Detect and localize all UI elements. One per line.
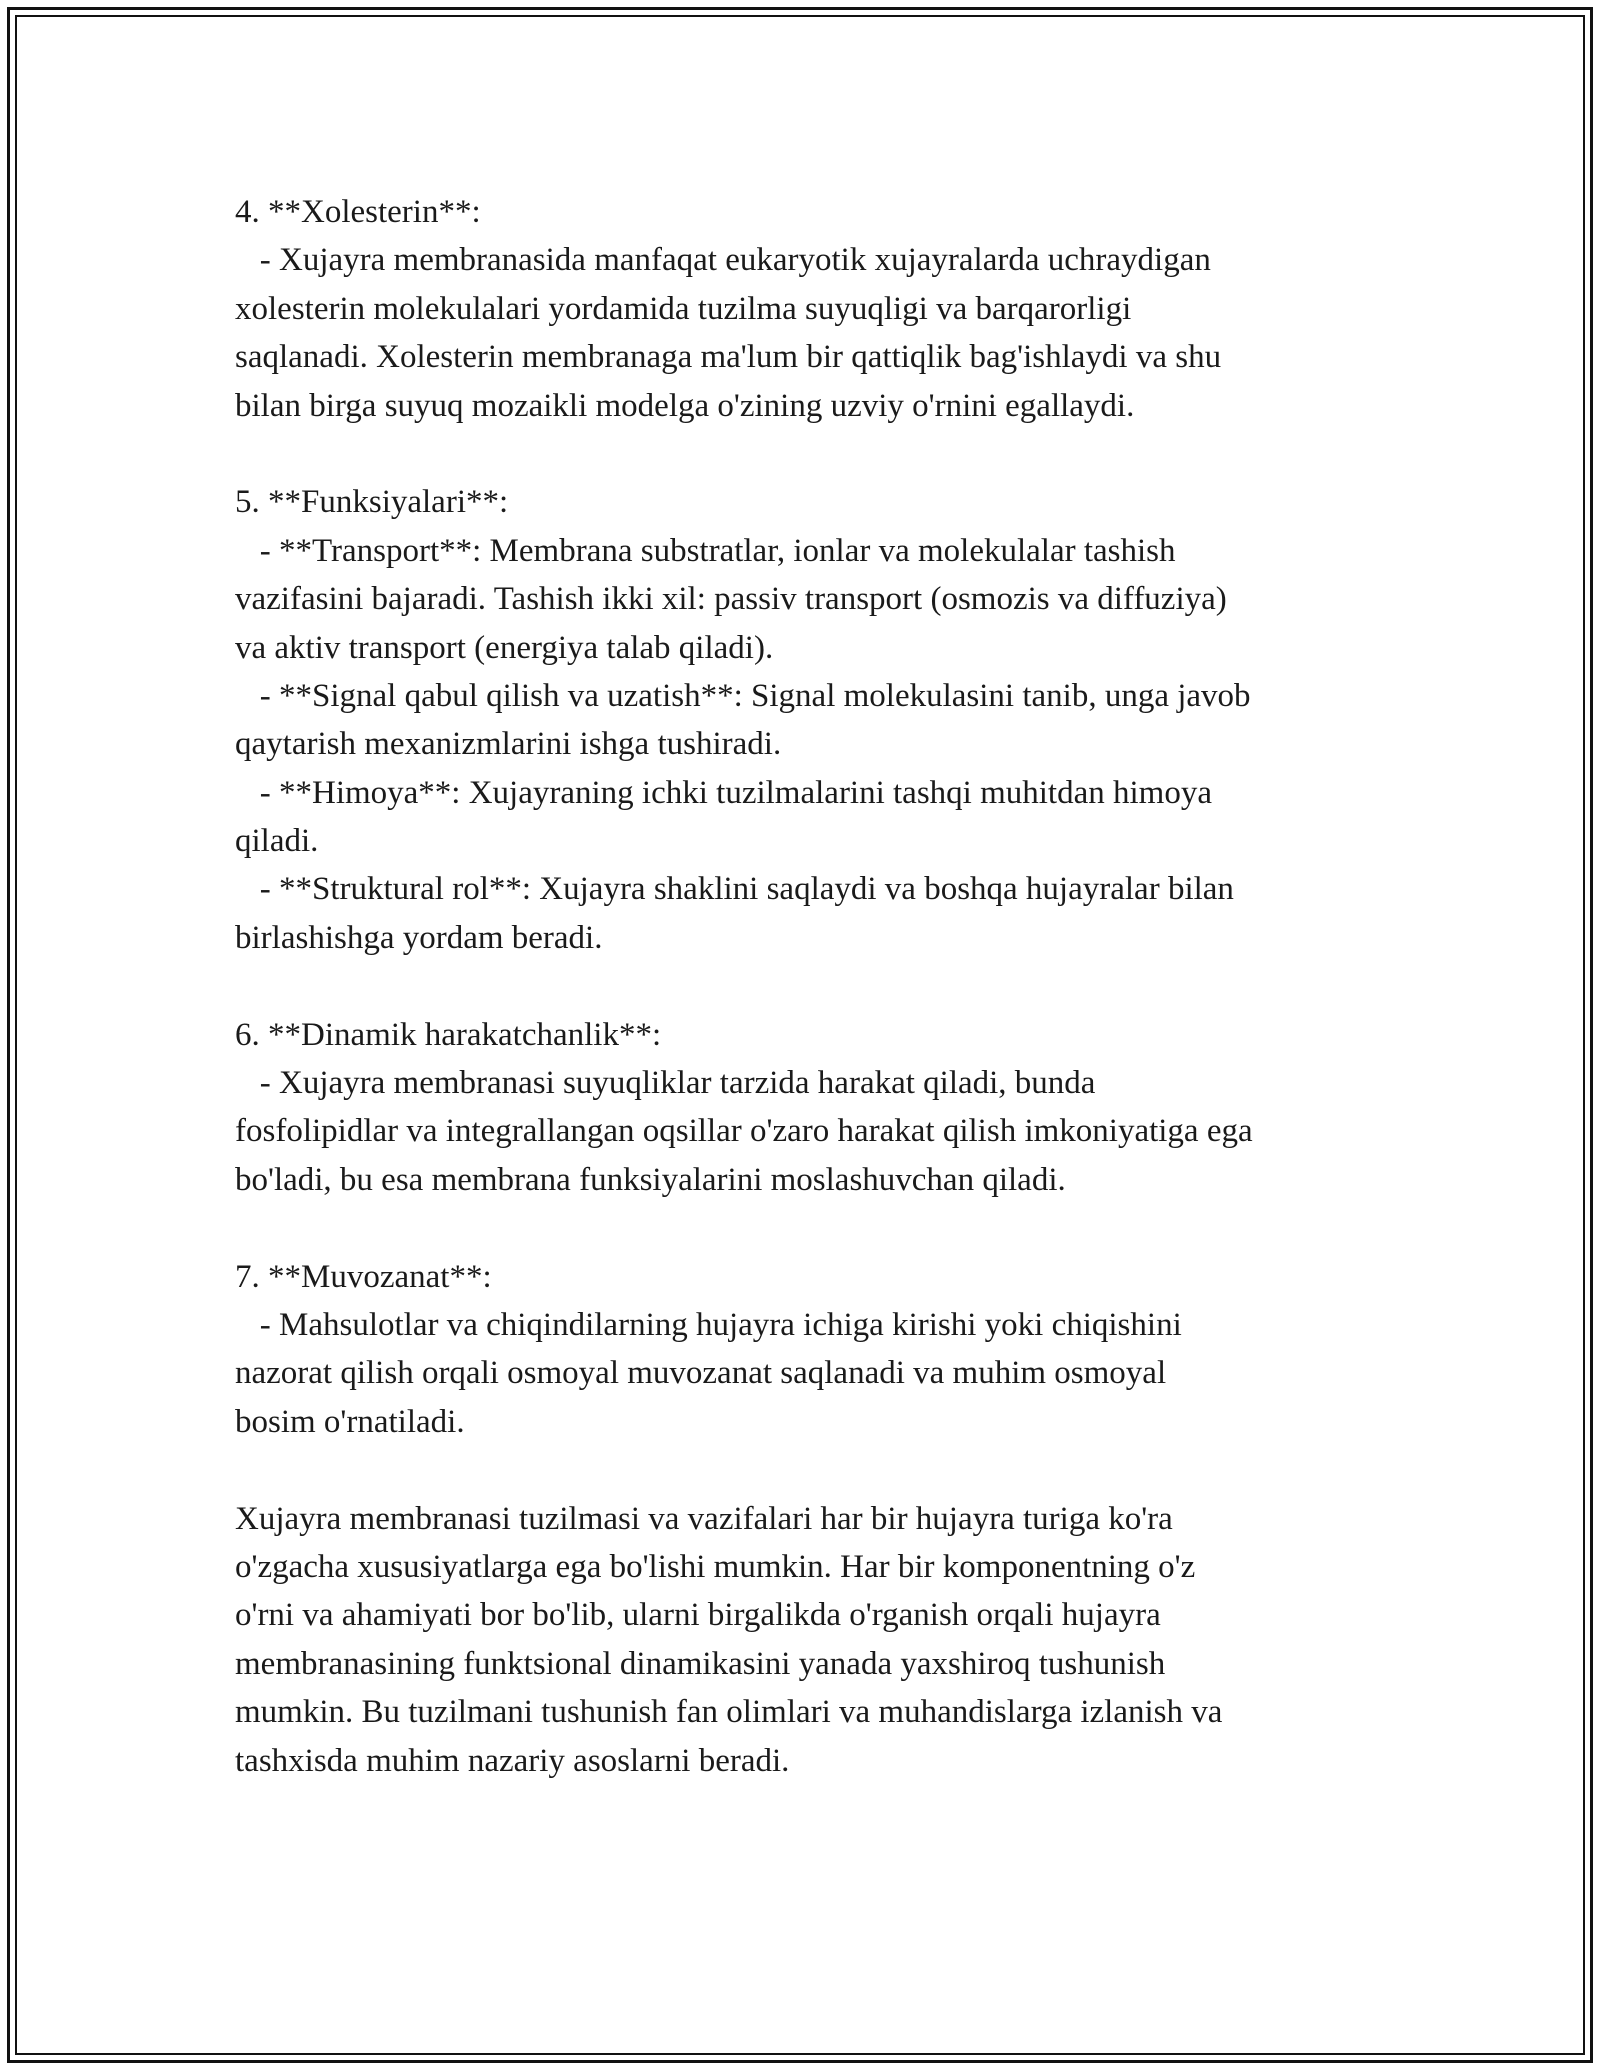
text-line: o'rni va ahamiyati bor bo'lib, ularni birgalikda o'rganish orqali hujayra (235, 1597, 1161, 1634)
blank-line (235, 430, 1435, 478)
blank-line (235, 1204, 1435, 1252)
text-line: - **Transport**: Membrana substratlar, ionlar va molekulalar tashish (235, 532, 1176, 569)
blank-line (235, 1446, 1435, 1494)
text-line: o'zgacha xususiyatlarga ega bo'lishi mumkin. Har bir komponentning o'z (235, 1548, 1196, 1585)
text-line: - Xujayra membranasida manfaqat eukaryotik xujayralarda uchraydigan (235, 242, 1211, 279)
text-line: - **Himoya**: Xujayraning ichki tuzilmalarini tashqi muhitdan himoya (235, 774, 1212, 811)
text-line: xolesterin molekulalari yordamida tuzilma suyuqligi va barqarorligi (235, 290, 1132, 327)
text-line: 7. **Muvozanat**: (235, 1258, 492, 1295)
text-line: qaytarish mexanizmlarini ishga tushiradi. (235, 726, 782, 763)
text-line: mumkin. Bu tuzilmani tushunish fan olimlari va muhandislarga izlanish va (235, 1694, 1223, 1731)
text-line: Xujayra membranasi tuzilmasi va vazifalari har bir hujayra turiga ko'ra (235, 1500, 1173, 1537)
text-line: tashxisda muhim nazariy asoslarni beradi. (235, 1742, 790, 1779)
text-line: - Xujayra membranasi suyuqliklar tarzida harakat qiladi, bunda (235, 1065, 1096, 1102)
text-line: qiladi. (235, 823, 319, 860)
document-body (235, 188, 1435, 1785)
text-line: - **Signal qabul qilish va uzatish**: Signal molekulasini tanib, unga javob (235, 677, 1251, 714)
text-line: 6. **Dinamik harakatchanlik**: (235, 1016, 662, 1053)
text-line: fosfolipidlar va integrallangan oqsillar o'zaro harakat qilish imkoniyatiga ega (235, 1113, 1253, 1150)
text-line: bosim o'rnatiladi. (235, 1403, 465, 1440)
text-line: saqlanadi. Xolesterin membranaga ma'lum bir qattiqlik bag'ishlaydi va shu (235, 339, 1222, 376)
text-line: membranasining funktsional dinamikasini yanada yaxshiroq tushunish (235, 1645, 1166, 1682)
text-line: 5. **Funksiyalari**: (235, 484, 509, 521)
text-line: vazifasini bajaradi. Tashish ikki xil: passiv transport (osmozis va diffuziya) (235, 581, 1227, 618)
text-line: bilan birga suyuq mozaikli modelga o'zining uzviy o'rnini egallaydi. (235, 387, 1135, 424)
text-line: - Mahsulotlar va chiqindilarning hujayra ichiga kirishi yoki chiqishini (235, 1306, 1182, 1343)
text-line: 4. **Xolesterin**: (235, 194, 481, 230)
text-line: nazorat qilish orqali osmoyal muvozanat saqlanadi va muhim osmoyal (235, 1355, 1167, 1392)
text-line: birlashishga yordam beradi. (235, 919, 603, 956)
text-line: bo'ladi, bu esa membrana funksiyalarini moslashuvchan qiladi. (235, 1161, 1066, 1198)
text-line: - **Struktural rol**: Xujayra shaklini saqlaydi va boshqa hujayralar bilan (235, 871, 1234, 908)
blank-line (235, 962, 1435, 1010)
text-line: va aktiv transport (energiya talab qiladi). (235, 629, 774, 666)
